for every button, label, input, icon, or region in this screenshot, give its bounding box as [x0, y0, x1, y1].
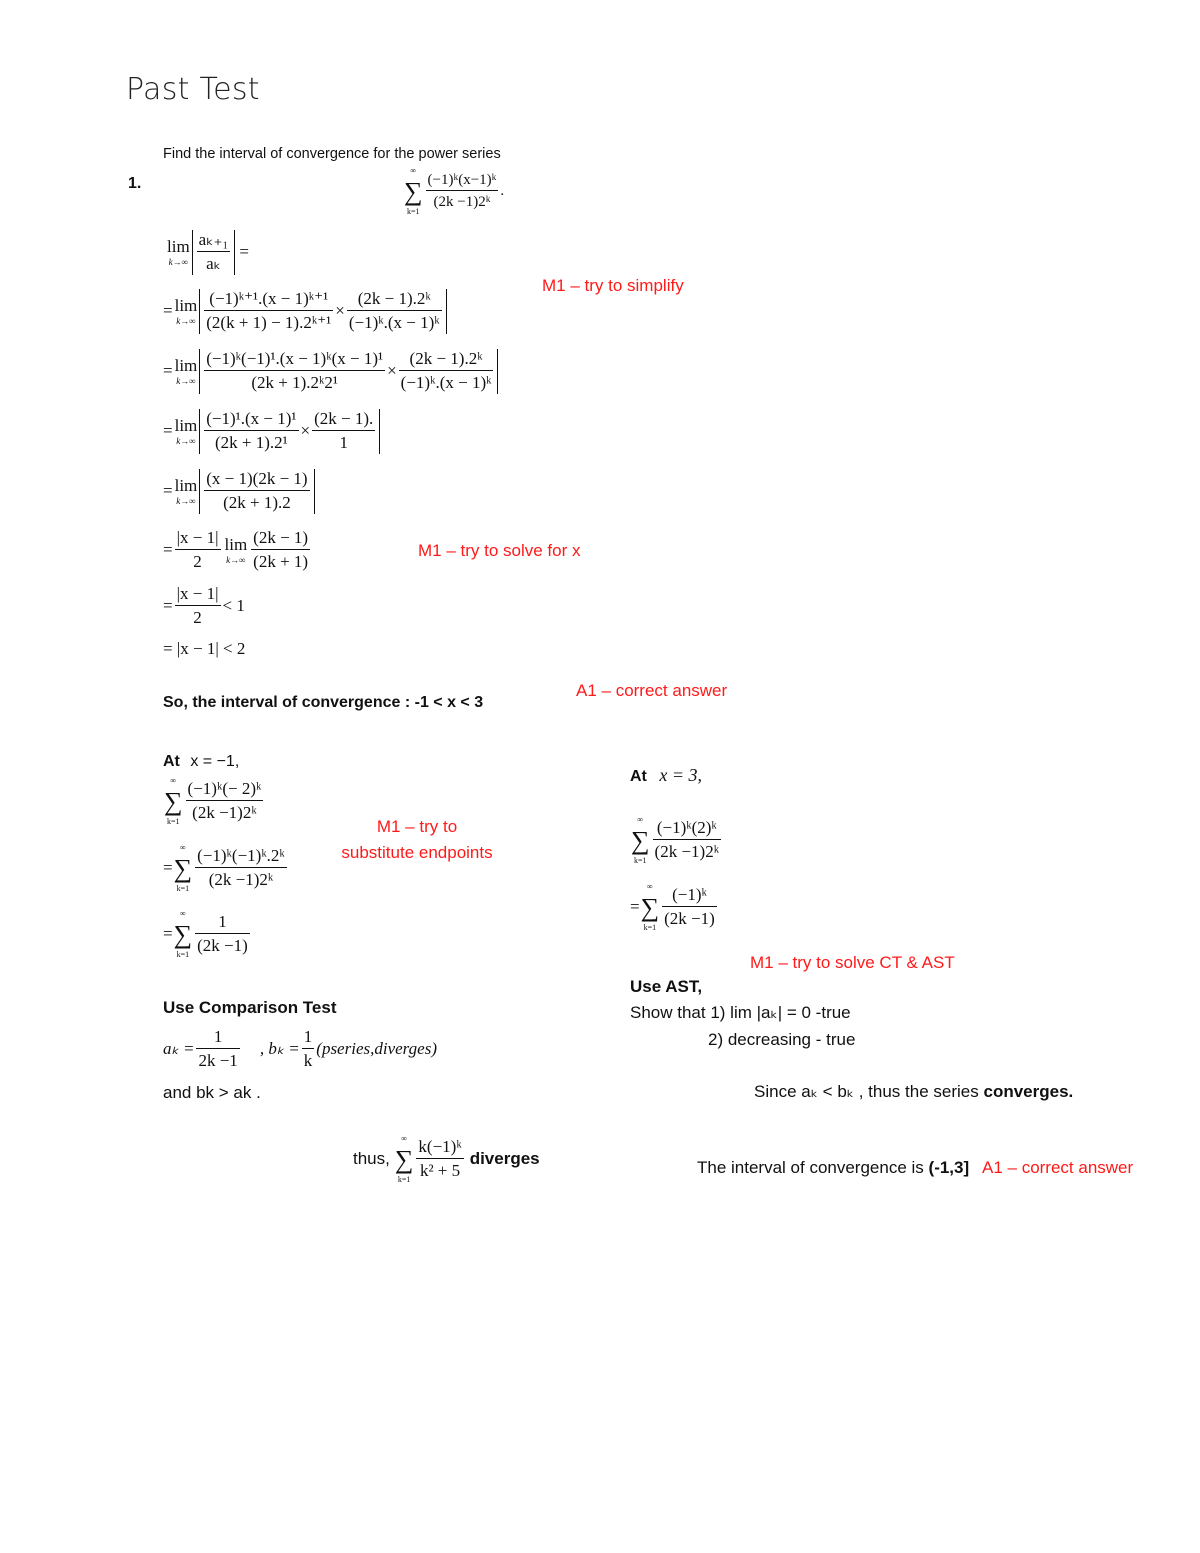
- numerator: (2k − 1).: [312, 409, 375, 431]
- sigma-icon: ∑: [404, 176, 423, 206]
- x-value: x = −1,: [190, 753, 240, 770]
- denominator: (2(k + 1) − 1).2ᵏ⁺¹: [206, 313, 332, 333]
- given-series: [403, 166, 504, 216]
- page-title: Past Test: [126, 72, 260, 107]
- inequality: < 1: [222, 596, 245, 616]
- denominator: k: [303, 1051, 313, 1071]
- lim: lim: [174, 355, 198, 375]
- sum-lower: k=1: [634, 855, 647, 865]
- numerator: (−1)¹.(x − 1)¹: [204, 409, 298, 431]
- interval-text: The interval of convergence is: [697, 1158, 924, 1177]
- times: ×: [335, 301, 345, 321]
- diverges-label: diverges: [469, 1148, 540, 1168]
- lim-sub: k→∞: [176, 316, 196, 327]
- sum-lower: k=1: [176, 883, 190, 893]
- sigma-icon: ∑: [173, 919, 193, 949]
- pseries-note: (pseries,diverges): [316, 1039, 437, 1059]
- sum-upper: ∞: [637, 815, 644, 824]
- sum-lower: k=1: [176, 949, 190, 959]
- mark-line-1: M1 – try to: [376, 817, 458, 836]
- denominator: (−1)ᵏ.(x − 1)ᵏ: [348, 313, 440, 333]
- lim: lim: [167, 236, 190, 256]
- sigma-icon: ∑: [164, 786, 183, 816]
- denominator: (2k −1)2ᵏ: [433, 194, 491, 211]
- equals: =: [239, 242, 249, 262]
- sum-upper: ∞: [410, 166, 417, 175]
- ratio-line-1: [165, 230, 253, 275]
- denominator: (2k + 1).2¹: [215, 433, 288, 453]
- since-text: Since aₖ < bₖ , thus the series: [754, 1082, 979, 1101]
- left-sum-2: [163, 843, 289, 893]
- ratio-line-7: [163, 584, 245, 629]
- left-sum-3: [163, 909, 252, 959]
- lim: lim: [224, 534, 248, 554]
- x-value: x = 3,: [659, 765, 702, 785]
- denominator: k² + 5: [419, 1161, 461, 1181]
- ratio-line-5: [163, 469, 315, 514]
- denominator: (2k −1)2ᵏ: [192, 803, 257, 823]
- numerator: |x − 1|: [175, 528, 221, 550]
- mark-solve-x: M1 – try to solve for x: [418, 541, 581, 560]
- comparison-terms: [163, 1027, 437, 1072]
- at-label: At: [163, 753, 180, 770]
- sum-lower: k=1: [397, 1174, 411, 1184]
- denominator: (2k −1)2ᵏ: [654, 842, 720, 862]
- and-line: and bk > ak .: [163, 1083, 261, 1102]
- denominator: (2k + 1).2: [223, 493, 291, 513]
- numerator: k(−1)ᵏ: [416, 1137, 463, 1159]
- numerator: (−1)ᵏ(x−1)ᵏ: [426, 171, 499, 191]
- equals: =: [630, 896, 640, 916]
- denominator: 2k −1: [198, 1051, 238, 1071]
- sum-upper: ∞: [180, 843, 186, 852]
- mark-correct-answer-2: A1 – correct answer: [982, 1158, 1134, 1177]
- lim-sub: k→∞: [226, 555, 246, 566]
- times: ×: [300, 421, 311, 441]
- interval-conclusion: So, the interval of convergence : -1 < x < 3: [163, 694, 484, 711]
- equals: =: [163, 540, 173, 560]
- equals: =: [163, 421, 173, 441]
- sum-upper: ∞: [170, 776, 177, 785]
- lim-sub: k→∞: [168, 257, 189, 268]
- denominator: (2k −1)2ᵏ: [208, 870, 274, 890]
- denominator: 2: [193, 608, 202, 628]
- numerator: aₖ₊₁: [197, 230, 231, 252]
- equals: =: [163, 923, 173, 943]
- mark-simplify: M1 – try to simplify: [542, 276, 684, 295]
- denominator: 2: [193, 552, 202, 572]
- ratio-line-6: [163, 528, 312, 573]
- numerator: (−1)ᵏ(2)ᵏ: [653, 818, 722, 840]
- equals: =: [163, 857, 173, 877]
- numerator: (−1)ᵏ(−1)¹.(x − 1)ᵏ(x − 1)¹: [204, 349, 385, 371]
- equals: =: [163, 361, 173, 381]
- equals: =: [163, 596, 173, 616]
- numerator: |x − 1|: [175, 584, 221, 606]
- since-line: [754, 1082, 1073, 1102]
- lim-sub: k→∞: [176, 376, 196, 387]
- mark-correct-answer-1: A1 – correct answer: [576, 681, 728, 700]
- denominator: 1: [339, 433, 348, 453]
- sum-lower: k=1: [643, 922, 657, 932]
- denominator: (2k −1): [197, 936, 248, 956]
- numerator: (−1)ᵏ⁺¹.(x − 1)ᵏ⁺¹: [204, 289, 333, 311]
- left-endpoint-heading: [163, 752, 239, 771]
- thus-label: thus,: [353, 1148, 390, 1168]
- numerator: 1: [195, 912, 250, 934]
- final-interval: [697, 1158, 969, 1178]
- sigma-icon: ∑: [394, 1144, 414, 1174]
- sigma-icon: ∑: [640, 892, 660, 922]
- lim: lim: [174, 295, 198, 315]
- lim: lim: [174, 415, 198, 435]
- lim-sub: k→∞: [176, 436, 196, 447]
- denominator: (−1)ᵏ.(x − 1)ᵏ: [400, 373, 492, 393]
- ratio-line-3: [163, 349, 498, 394]
- ratio-line-4: [163, 409, 380, 454]
- denominator: (2k + 1): [253, 552, 309, 572]
- ratio-line-2: [163, 289, 447, 334]
- lim-sub: k→∞: [176, 496, 196, 507]
- numerator: (2k − 1).2ᵏ: [399, 349, 494, 371]
- ratio-line-8: = |x − 1| < 2: [163, 639, 246, 658]
- right-sum-2: [630, 882, 719, 932]
- sum-upper: ∞: [180, 909, 186, 918]
- mark-substitute-endpoints: [332, 814, 502, 866]
- numerator: (−1)ᵏ: [662, 885, 717, 907]
- converges-label: converges.: [983, 1082, 1074, 1101]
- sum-upper: ∞: [647, 882, 653, 891]
- comparison-test-heading: Use Comparison Test: [163, 998, 337, 1017]
- equals: =: [163, 301, 173, 321]
- sigma-icon: ∑: [631, 825, 650, 855]
- denominator: aₖ: [206, 254, 221, 274]
- ast-condition-1: Show that 1) lim |aₖ| = 0 -true: [630, 1003, 851, 1022]
- ak-label: aₖ =: [163, 1039, 195, 1059]
- numerator: (−1)ᵏ(− 2)ᵏ: [186, 779, 264, 801]
- bk-label: , bₖ =: [259, 1039, 300, 1059]
- lim: lim: [174, 475, 198, 495]
- right-sum-1: [630, 815, 723, 865]
- sigma-icon: ∑: [173, 853, 193, 883]
- question-prompt: Find the interval of convergence for the power series: [163, 146, 501, 162]
- mark-ct-ast: M1 – try to solve CT & AST: [750, 953, 955, 972]
- question-number: 1.: [128, 175, 142, 192]
- equals: =: [163, 481, 173, 501]
- denominator: (2k −1): [664, 909, 715, 929]
- numerator: (2k − 1): [251, 528, 310, 550]
- denominator: (2k + 1).2ᵏ2¹: [251, 373, 338, 393]
- numerator: (−1)ᵏ(−1)ᵏ.2ᵏ: [195, 846, 287, 868]
- numerator: (2k − 1).2ᵏ: [347, 289, 442, 311]
- thus-diverges: [353, 1134, 540, 1184]
- period: .: [500, 183, 505, 200]
- sum-upper: ∞: [401, 1134, 407, 1143]
- numerator: 1: [302, 1027, 315, 1049]
- numerator: (x − 1)(2k − 1): [204, 469, 309, 491]
- ast-condition-2: 2) decreasing - true: [708, 1030, 856, 1049]
- at-label: At: [630, 768, 647, 785]
- interval-value: (-1,3]: [928, 1158, 970, 1177]
- right-endpoint-heading: [630, 765, 702, 787]
- sum-lower: k=1: [167, 816, 180, 826]
- sum-lower: k=1: [407, 206, 420, 216]
- times: ×: [387, 361, 397, 381]
- ast-heading: Use AST,: [630, 977, 703, 996]
- mark-line-2: substitute endpoints: [341, 843, 493, 862]
- numerator: 1: [196, 1027, 239, 1049]
- left-sum-1: [163, 776, 265, 826]
